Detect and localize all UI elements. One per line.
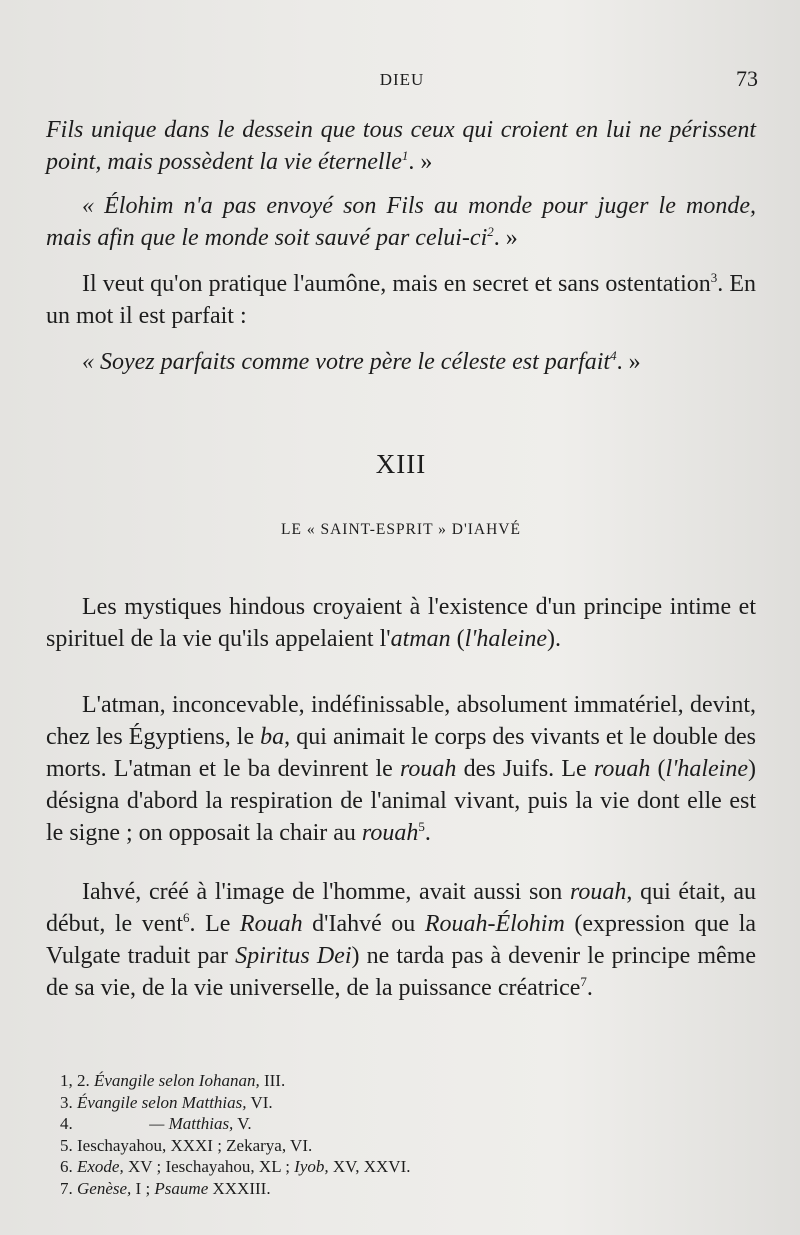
paragraph-7-end: . <box>586 975 593 1001</box>
footnote-title: — Matthias, <box>149 1114 234 1133</box>
footnote-number: 4. <box>60 1114 73 1133</box>
footnote-ref-2: XXXIII. <box>208 1178 271 1198</box>
paragraph-1-text: Fils unique dans le dessein que tous ceux qui croient en lui ne périssent point, mais possèdent la vie éternelle <box>46 117 756 175</box>
paragraph-6-text-e: ) désigna d'abord la respiration de l'animal vivant, puis la vie dont elle est le signe ; on opposait la chair au <box>46 756 756 846</box>
footnote-ref: I ; <box>131 1178 155 1198</box>
term-rouah: Rouah <box>239 911 303 937</box>
footnote-number: 6. <box>60 1157 73 1176</box>
term-rouah-elohim: Rouah-Élohim <box>424 911 565 937</box>
footnotes <box>60 1070 620 1199</box>
term-haleine: l'haleine <box>665 756 748 782</box>
footnote-title: Évangile selon Matthias, <box>77 1092 247 1112</box>
paragraph-4 <box>46 346 756 378</box>
term-rouah: rouah <box>593 756 651 782</box>
paragraph-7-text-b: , qui était, au début, le vent <box>46 879 756 937</box>
paragraph-6-end: . <box>424 820 431 846</box>
paragraph-7-text-f: ) ne tarda pas à devenir le principe même de sa vie, de la vie universelle, de la puissance créatrice <box>46 943 756 1001</box>
paragraph-2 <box>46 190 756 254</box>
term-rouah: rouah <box>399 756 457 782</box>
footnote-ref: XV ; Ieschayahou, XL ; <box>123 1157 295 1176</box>
term-spiritus-dei: Spiritus Dei <box>235 943 352 969</box>
paragraph-1-end: . » <box>408 149 433 175</box>
page-header <box>46 64 758 94</box>
footnote-ref-5: 5 <box>418 819 425 834</box>
footnote-ref-1: 1 <box>401 148 409 163</box>
footnote-number: 1, 2. <box>60 1071 90 1090</box>
term-rouah: rouah <box>361 820 419 846</box>
footnote-ref: V. <box>233 1114 252 1133</box>
paragraph-6-text-d: ( <box>650 756 666 782</box>
footnote-number: 7. <box>60 1178 73 1198</box>
paragraph-7 <box>46 876 756 1004</box>
paragraph-6 <box>46 689 756 849</box>
paragraph-7-text: Iahvé, créé à l'image de l'homme, avait aussi son <box>82 879 570 905</box>
footnote-ref-2: XV, XXVI. <box>328 1157 411 1176</box>
chapter-title: LE « SAINT-ESPRIT » D'IAHVÉ <box>281 521 521 538</box>
footnote <box>60 1156 620 1178</box>
footnote-ref: III. <box>259 1071 286 1090</box>
paragraph-4-text: « Soyez parfaits comme votre père le céleste est parfait <box>82 349 611 375</box>
footnote <box>60 1070 620 1092</box>
footnote <box>60 1113 620 1135</box>
footnote-ref: Ieschayahou, XXXI ; Zekarya, VI. <box>77 1135 313 1155</box>
footnote-title-2: Iyob, <box>294 1157 329 1176</box>
term-rouah: rouah <box>569 879 627 905</box>
paragraph-2-text: « Élohim n'a pas envoyé son Fils au monde pour juger le monde, mais afin que le monde soit sauvé par celui-ci <box>46 193 756 251</box>
paragraph-3-text: Il veut qu'on pratique l'aumône, mais en secret et sans ostentation <box>82 271 711 297</box>
term-atman: atman <box>390 626 451 652</box>
paragraph-5 <box>46 591 756 655</box>
paragraph-5-text: Les mystiques hindous croyaient à l'existence d'un principe intime et spirituel de la vie qu'ils appelaient l' <box>46 594 756 652</box>
footnote-ref: VI. <box>246 1092 273 1112</box>
paragraph-6-text-c: des Juifs. Le <box>456 756 594 782</box>
paragraph-7-text-c: . Le <box>189 911 240 937</box>
footnote-number: 5. <box>60 1135 73 1155</box>
term-ba: ba <box>260 724 285 750</box>
paragraph-6-text: L'atman, inconcevable, indéfinissable, absolument immatériel, devint, chez les Égyptiens, le <box>46 692 756 750</box>
footnote-title: Évangile selon Iohanan, <box>94 1071 260 1090</box>
footnote-title: Exode, <box>77 1157 124 1176</box>
running-head: DIEU <box>379 70 425 89</box>
paragraph-3-end: . En un mot il est parfait : <box>46 271 756 329</box>
paragraph-2-end: . » <box>493 225 518 251</box>
footnote-ref-6: 6 <box>183 910 190 925</box>
footnote-ref-7: 7 <box>580 974 587 989</box>
paragraph-5-sep: ( <box>450 626 465 652</box>
footnote-title: Genèse, <box>77 1178 132 1198</box>
footnote <box>60 1092 620 1114</box>
chapter-number: XIII <box>375 449 427 479</box>
paragraph-6-text-b: , qui animait le corps des vivants et le double des morts. L'atman et le ba devinrent le <box>46 724 756 782</box>
paragraph-7-text-d: d'Iahvé ou <box>302 911 425 937</box>
paragraph-7-text-e: (expression que la Vulgate traduit par <box>46 911 757 969</box>
page-number: 73 <box>736 66 758 91</box>
footnote-ref-3: 3 <box>710 270 718 285</box>
footnote-ref-4: 4 <box>610 348 617 363</box>
footnote-title-2: Psaume <box>154 1178 209 1198</box>
footnote-ref-2: 2 <box>487 224 494 239</box>
paragraph-3 <box>46 268 756 332</box>
paragraph-1 <box>46 114 756 178</box>
term-haleine: l'haleine <box>464 626 548 652</box>
paragraph-5-end: ). <box>547 626 562 652</box>
footnote <box>60 1178 620 1200</box>
footnote-number: 3. <box>60 1092 73 1112</box>
footnote <box>60 1135 620 1157</box>
paragraph-4-end: . » <box>616 349 641 375</box>
